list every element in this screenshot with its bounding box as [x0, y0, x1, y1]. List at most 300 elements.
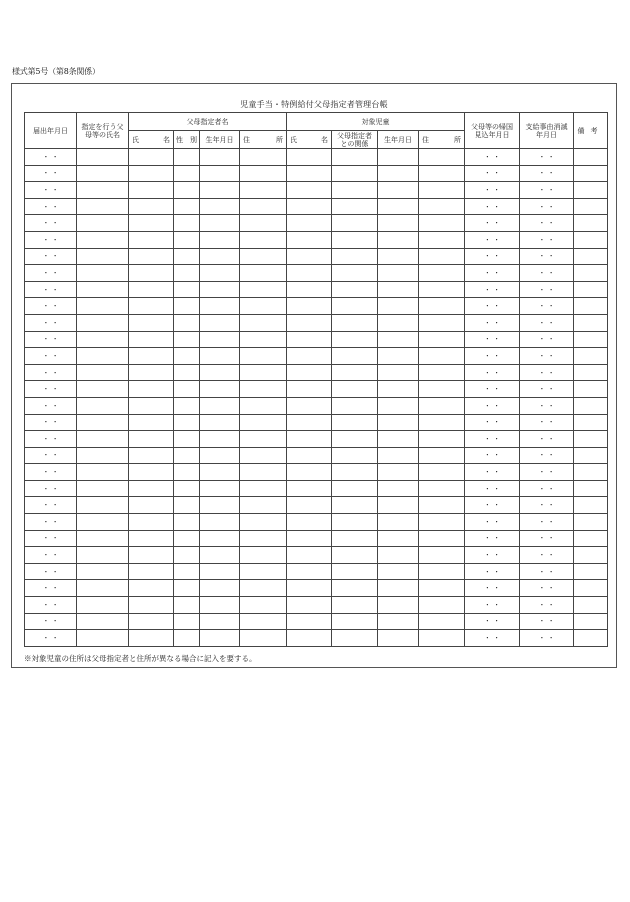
entry-cell[interactable]	[129, 514, 174, 531]
entry-cell[interactable]	[77, 514, 129, 531]
entry-cell[interactable]	[419, 165, 465, 182]
entry-cell[interactable]	[574, 464, 608, 481]
entry-cell[interactable]	[287, 281, 332, 298]
entry-cell[interactable]	[200, 298, 240, 315]
date-cell[interactable]: ・ ・	[25, 314, 77, 331]
date-cell[interactable]: ・ ・	[520, 281, 574, 298]
entry-cell[interactable]	[240, 613, 287, 630]
entry-cell[interactable]	[378, 248, 419, 265]
entry-cell[interactable]	[240, 414, 287, 431]
entry-cell[interactable]	[287, 547, 332, 564]
entry-cell[interactable]	[287, 381, 332, 398]
entry-cell[interactable]	[574, 281, 608, 298]
entry-cell[interactable]	[129, 547, 174, 564]
date-cell[interactable]: ・ ・	[520, 447, 574, 464]
entry-cell[interactable]	[200, 265, 240, 282]
entry-cell[interactable]	[129, 198, 174, 215]
date-cell[interactable]: ・ ・	[465, 182, 520, 199]
date-cell[interactable]: ・ ・	[465, 431, 520, 448]
date-cell[interactable]: ・ ・	[25, 597, 77, 614]
entry-cell[interactable]	[77, 563, 129, 580]
entry-cell[interactable]	[174, 364, 200, 381]
date-cell[interactable]: ・ ・	[25, 265, 77, 282]
date-cell[interactable]: ・ ・	[520, 597, 574, 614]
date-cell[interactable]: ・ ・	[465, 348, 520, 365]
date-cell[interactable]: ・ ・	[25, 381, 77, 398]
date-cell[interactable]: ・ ・	[520, 231, 574, 248]
entry-cell[interactable]	[574, 314, 608, 331]
date-cell[interactable]: ・ ・	[25, 580, 77, 597]
entry-cell[interactable]	[174, 265, 200, 282]
entry-cell[interactable]	[240, 248, 287, 265]
entry-cell[interactable]	[240, 281, 287, 298]
entry-cell[interactable]	[378, 530, 419, 547]
entry-cell[interactable]	[174, 563, 200, 580]
entry-cell[interactable]	[129, 597, 174, 614]
entry-cell[interactable]	[174, 281, 200, 298]
entry-cell[interactable]	[174, 431, 200, 448]
entry-cell[interactable]	[200, 165, 240, 182]
entry-cell[interactable]	[378, 630, 419, 647]
entry-cell[interactable]	[332, 480, 378, 497]
entry-cell[interactable]	[287, 348, 332, 365]
entry-cell[interactable]	[129, 165, 174, 182]
date-cell[interactable]: ・ ・	[465, 447, 520, 464]
entry-cell[interactable]	[77, 431, 129, 448]
date-cell[interactable]: ・ ・	[520, 165, 574, 182]
entry-cell[interactable]	[287, 182, 332, 199]
entry-cell[interactable]	[77, 497, 129, 514]
entry-cell[interactable]	[200, 314, 240, 331]
entry-cell[interactable]	[287, 464, 332, 481]
entry-cell[interactable]	[77, 597, 129, 614]
entry-cell[interactable]	[332, 530, 378, 547]
date-cell[interactable]: ・ ・	[25, 397, 77, 414]
entry-cell[interactable]	[332, 331, 378, 348]
entry-cell[interactable]	[200, 397, 240, 414]
entry-cell[interactable]	[240, 182, 287, 199]
entry-cell[interactable]	[332, 381, 378, 398]
entry-cell[interactable]	[574, 149, 608, 166]
entry-cell[interactable]	[287, 530, 332, 547]
entry-cell[interactable]	[240, 447, 287, 464]
entry-cell[interactable]	[378, 265, 419, 282]
entry-cell[interactable]	[129, 397, 174, 414]
entry-cell[interactable]	[240, 265, 287, 282]
entry-cell[interactable]	[574, 165, 608, 182]
date-cell[interactable]: ・ ・	[465, 480, 520, 497]
entry-cell[interactable]	[77, 248, 129, 265]
entry-cell[interactable]	[332, 314, 378, 331]
date-cell[interactable]: ・ ・	[25, 630, 77, 647]
entry-cell[interactable]	[419, 314, 465, 331]
entry-cell[interactable]	[174, 381, 200, 398]
entry-cell[interactable]	[77, 580, 129, 597]
date-cell[interactable]: ・ ・	[465, 165, 520, 182]
entry-cell[interactable]	[240, 497, 287, 514]
entry-cell[interactable]	[200, 613, 240, 630]
entry-cell[interactable]	[240, 381, 287, 398]
entry-cell[interactable]	[419, 381, 465, 398]
entry-cell[interactable]	[419, 215, 465, 232]
date-cell[interactable]: ・ ・	[25, 331, 77, 348]
entry-cell[interactable]	[419, 431, 465, 448]
entry-cell[interactable]	[378, 563, 419, 580]
date-cell[interactable]: ・ ・	[520, 331, 574, 348]
entry-cell[interactable]	[240, 464, 287, 481]
entry-cell[interactable]	[200, 364, 240, 381]
entry-cell[interactable]	[378, 464, 419, 481]
date-cell[interactable]: ・ ・	[25, 182, 77, 199]
entry-cell[interactable]	[287, 480, 332, 497]
entry-cell[interactable]	[129, 265, 174, 282]
entry-cell[interactable]	[240, 215, 287, 232]
entry-cell[interactable]	[574, 480, 608, 497]
entry-cell[interactable]	[378, 348, 419, 365]
entry-cell[interactable]	[174, 630, 200, 647]
entry-cell[interactable]	[129, 497, 174, 514]
entry-cell[interactable]	[574, 630, 608, 647]
entry-cell[interactable]	[574, 182, 608, 199]
entry-cell[interactable]	[287, 231, 332, 248]
entry-cell[interactable]	[129, 248, 174, 265]
entry-cell[interactable]	[332, 447, 378, 464]
date-cell[interactable]: ・ ・	[465, 381, 520, 398]
date-cell[interactable]: ・ ・	[520, 182, 574, 199]
entry-cell[interactable]	[129, 364, 174, 381]
entry-cell[interactable]	[287, 414, 332, 431]
entry-cell[interactable]	[77, 182, 129, 199]
entry-cell[interactable]	[419, 182, 465, 199]
entry-cell[interactable]	[287, 613, 332, 630]
date-cell[interactable]: ・ ・	[25, 464, 77, 481]
entry-cell[interactable]	[287, 431, 332, 448]
date-cell[interactable]: ・ ・	[25, 514, 77, 531]
entry-cell[interactable]	[240, 198, 287, 215]
entry-cell[interactable]	[77, 298, 129, 315]
entry-cell[interactable]	[574, 414, 608, 431]
date-cell[interactable]: ・ ・	[25, 447, 77, 464]
entry-cell[interactable]	[332, 265, 378, 282]
entry-cell[interactable]	[240, 431, 287, 448]
entry-cell[interactable]	[378, 331, 419, 348]
entry-cell[interactable]	[240, 149, 287, 166]
date-cell[interactable]: ・ ・	[465, 464, 520, 481]
date-cell[interactable]: ・ ・	[520, 298, 574, 315]
entry-cell[interactable]	[200, 563, 240, 580]
entry-cell[interactable]	[240, 480, 287, 497]
date-cell[interactable]: ・ ・	[465, 248, 520, 265]
entry-cell[interactable]	[378, 514, 419, 531]
entry-cell[interactable]	[574, 431, 608, 448]
entry-cell[interactable]	[419, 198, 465, 215]
entry-cell[interactable]	[419, 348, 465, 365]
entry-cell[interactable]	[378, 431, 419, 448]
entry-cell[interactable]	[574, 547, 608, 564]
entry-cell[interactable]	[129, 215, 174, 232]
entry-cell[interactable]	[200, 514, 240, 531]
entry-cell[interactable]	[419, 547, 465, 564]
entry-cell[interactable]	[287, 447, 332, 464]
date-cell[interactable]: ・ ・	[465, 530, 520, 547]
entry-cell[interactable]	[77, 231, 129, 248]
entry-cell[interactable]	[378, 314, 419, 331]
entry-cell[interactable]	[77, 381, 129, 398]
date-cell[interactable]: ・ ・	[520, 497, 574, 514]
entry-cell[interactable]	[332, 497, 378, 514]
entry-cell[interactable]	[174, 248, 200, 265]
entry-cell[interactable]	[174, 149, 200, 166]
entry-cell[interactable]	[174, 231, 200, 248]
entry-cell[interactable]	[77, 397, 129, 414]
entry-cell[interactable]	[332, 630, 378, 647]
entry-cell[interactable]	[77, 447, 129, 464]
entry-cell[interactable]	[419, 397, 465, 414]
entry-cell[interactable]	[574, 231, 608, 248]
entry-cell[interactable]	[240, 530, 287, 547]
entry-cell[interactable]	[174, 497, 200, 514]
date-cell[interactable]: ・ ・	[465, 547, 520, 564]
date-cell[interactable]: ・ ・	[520, 630, 574, 647]
entry-cell[interactable]	[129, 149, 174, 166]
date-cell[interactable]: ・ ・	[25, 281, 77, 298]
entry-cell[interactable]	[378, 298, 419, 315]
date-cell[interactable]: ・ ・	[465, 331, 520, 348]
entry-cell[interactable]	[77, 630, 129, 647]
entry-cell[interactable]	[200, 182, 240, 199]
entry-cell[interactable]	[574, 331, 608, 348]
entry-cell[interactable]	[574, 198, 608, 215]
entry-cell[interactable]	[174, 182, 200, 199]
entry-cell[interactable]	[200, 630, 240, 647]
entry-cell[interactable]	[332, 248, 378, 265]
entry-cell[interactable]	[419, 563, 465, 580]
entry-cell[interactable]	[200, 431, 240, 448]
entry-cell[interactable]	[174, 597, 200, 614]
entry-cell[interactable]	[240, 514, 287, 531]
entry-cell[interactable]	[77, 165, 129, 182]
entry-cell[interactable]	[332, 364, 378, 381]
entry-cell[interactable]	[200, 464, 240, 481]
date-cell[interactable]: ・ ・	[465, 364, 520, 381]
entry-cell[interactable]	[574, 497, 608, 514]
date-cell[interactable]: ・ ・	[465, 497, 520, 514]
entry-cell[interactable]	[378, 580, 419, 597]
date-cell[interactable]: ・ ・	[465, 580, 520, 597]
entry-cell[interactable]	[200, 547, 240, 564]
entry-cell[interactable]	[378, 165, 419, 182]
date-cell[interactable]: ・ ・	[520, 514, 574, 531]
entry-cell[interactable]	[77, 281, 129, 298]
entry-cell[interactable]	[129, 530, 174, 547]
entry-cell[interactable]	[332, 431, 378, 448]
date-cell[interactable]: ・ ・	[520, 381, 574, 398]
date-cell[interactable]: ・ ・	[520, 580, 574, 597]
entry-cell[interactable]	[332, 414, 378, 431]
entry-cell[interactable]	[240, 331, 287, 348]
entry-cell[interactable]	[332, 231, 378, 248]
entry-cell[interactable]	[200, 331, 240, 348]
entry-cell[interactable]	[574, 364, 608, 381]
entry-cell[interactable]	[287, 165, 332, 182]
date-cell[interactable]: ・ ・	[520, 364, 574, 381]
entry-cell[interactable]	[77, 414, 129, 431]
entry-cell[interactable]	[77, 547, 129, 564]
date-cell[interactable]: ・ ・	[25, 547, 77, 564]
date-cell[interactable]: ・ ・	[465, 613, 520, 630]
entry-cell[interactable]	[332, 198, 378, 215]
date-cell[interactable]: ・ ・	[25, 248, 77, 265]
entry-cell[interactable]	[332, 281, 378, 298]
entry-cell[interactable]	[378, 547, 419, 564]
entry-cell[interactable]	[77, 314, 129, 331]
entry-cell[interactable]	[419, 447, 465, 464]
date-cell[interactable]: ・ ・	[465, 149, 520, 166]
entry-cell[interactable]	[574, 530, 608, 547]
entry-cell[interactable]	[419, 298, 465, 315]
date-cell[interactable]: ・ ・	[25, 431, 77, 448]
entry-cell[interactable]	[287, 331, 332, 348]
entry-cell[interactable]	[174, 165, 200, 182]
entry-cell[interactable]	[174, 530, 200, 547]
date-cell[interactable]: ・ ・	[520, 348, 574, 365]
entry-cell[interactable]	[129, 331, 174, 348]
entry-cell[interactable]	[77, 265, 129, 282]
entry-cell[interactable]	[240, 547, 287, 564]
entry-cell[interactable]	[574, 265, 608, 282]
entry-cell[interactable]	[200, 149, 240, 166]
entry-cell[interactable]	[419, 580, 465, 597]
entry-cell[interactable]	[129, 563, 174, 580]
entry-cell[interactable]	[287, 514, 332, 531]
entry-cell[interactable]	[129, 414, 174, 431]
entry-cell[interactable]	[200, 215, 240, 232]
date-cell[interactable]: ・ ・	[25, 414, 77, 431]
entry-cell[interactable]	[287, 198, 332, 215]
entry-cell[interactable]	[419, 248, 465, 265]
entry-cell[interactable]	[419, 364, 465, 381]
date-cell[interactable]: ・ ・	[465, 514, 520, 531]
entry-cell[interactable]	[419, 414, 465, 431]
date-cell[interactable]: ・ ・	[25, 613, 77, 630]
entry-cell[interactable]	[419, 514, 465, 531]
entry-cell[interactable]	[378, 397, 419, 414]
entry-cell[interactable]	[332, 397, 378, 414]
entry-cell[interactable]	[287, 314, 332, 331]
date-cell[interactable]: ・ ・	[520, 248, 574, 265]
date-cell[interactable]: ・ ・	[465, 563, 520, 580]
entry-cell[interactable]	[287, 265, 332, 282]
entry-cell[interactable]	[129, 447, 174, 464]
date-cell[interactable]: ・ ・	[25, 348, 77, 365]
entry-cell[interactable]	[332, 597, 378, 614]
date-cell[interactable]: ・ ・	[520, 530, 574, 547]
entry-cell[interactable]	[378, 381, 419, 398]
entry-cell[interactable]	[174, 480, 200, 497]
entry-cell[interactable]	[240, 597, 287, 614]
entry-cell[interactable]	[287, 364, 332, 381]
entry-cell[interactable]	[77, 530, 129, 547]
entry-cell[interactable]	[574, 514, 608, 531]
entry-cell[interactable]	[200, 231, 240, 248]
date-cell[interactable]: ・ ・	[465, 597, 520, 614]
date-cell[interactable]: ・ ・	[465, 231, 520, 248]
date-cell[interactable]: ・ ・	[520, 265, 574, 282]
date-cell[interactable]: ・ ・	[25, 215, 77, 232]
entry-cell[interactable]	[419, 530, 465, 547]
entry-cell[interactable]	[574, 381, 608, 398]
date-cell[interactable]: ・ ・	[465, 414, 520, 431]
entry-cell[interactable]	[174, 580, 200, 597]
entry-cell[interactable]	[129, 348, 174, 365]
entry-cell[interactable]	[77, 331, 129, 348]
entry-cell[interactable]	[332, 215, 378, 232]
entry-cell[interactable]	[174, 414, 200, 431]
entry-cell[interactable]	[332, 613, 378, 630]
date-cell[interactable]: ・ ・	[520, 464, 574, 481]
entry-cell[interactable]	[240, 580, 287, 597]
entry-cell[interactable]	[574, 597, 608, 614]
entry-cell[interactable]	[574, 215, 608, 232]
entry-cell[interactable]	[287, 215, 332, 232]
entry-cell[interactable]	[200, 597, 240, 614]
entry-cell[interactable]	[129, 298, 174, 315]
date-cell[interactable]: ・ ・	[25, 480, 77, 497]
date-cell[interactable]: ・ ・	[520, 431, 574, 448]
entry-cell[interactable]	[77, 198, 129, 215]
date-cell[interactable]: ・ ・	[25, 298, 77, 315]
entry-cell[interactable]	[419, 464, 465, 481]
entry-cell[interactable]	[332, 580, 378, 597]
date-cell[interactable]: ・ ・	[520, 480, 574, 497]
entry-cell[interactable]	[240, 298, 287, 315]
entry-cell[interactable]	[200, 447, 240, 464]
entry-cell[interactable]	[129, 381, 174, 398]
entry-cell[interactable]	[200, 198, 240, 215]
entry-cell[interactable]	[287, 497, 332, 514]
entry-cell[interactable]	[378, 149, 419, 166]
entry-cell[interactable]	[129, 480, 174, 497]
entry-cell[interactable]	[378, 447, 419, 464]
entry-cell[interactable]	[240, 364, 287, 381]
entry-cell[interactable]	[378, 182, 419, 199]
entry-cell[interactable]	[77, 149, 129, 166]
entry-cell[interactable]	[129, 182, 174, 199]
entry-cell[interactable]	[419, 265, 465, 282]
entry-cell[interactable]	[200, 281, 240, 298]
entry-cell[interactable]	[287, 149, 332, 166]
entry-cell[interactable]	[240, 397, 287, 414]
entry-cell[interactable]	[287, 248, 332, 265]
entry-cell[interactable]	[378, 231, 419, 248]
date-cell[interactable]: ・ ・	[520, 414, 574, 431]
entry-cell[interactable]	[574, 580, 608, 597]
entry-cell[interactable]	[240, 630, 287, 647]
entry-cell[interactable]	[378, 364, 419, 381]
date-cell[interactable]: ・ ・	[465, 397, 520, 414]
entry-cell[interactable]	[332, 149, 378, 166]
entry-cell[interactable]	[287, 563, 332, 580]
entry-cell[interactable]	[332, 348, 378, 365]
entry-cell[interactable]	[174, 348, 200, 365]
entry-cell[interactable]	[574, 348, 608, 365]
entry-cell[interactable]	[419, 231, 465, 248]
entry-cell[interactable]	[240, 165, 287, 182]
entry-cell[interactable]	[378, 414, 419, 431]
date-cell[interactable]: ・ ・	[520, 198, 574, 215]
entry-cell[interactable]	[174, 331, 200, 348]
entry-cell[interactable]	[129, 464, 174, 481]
